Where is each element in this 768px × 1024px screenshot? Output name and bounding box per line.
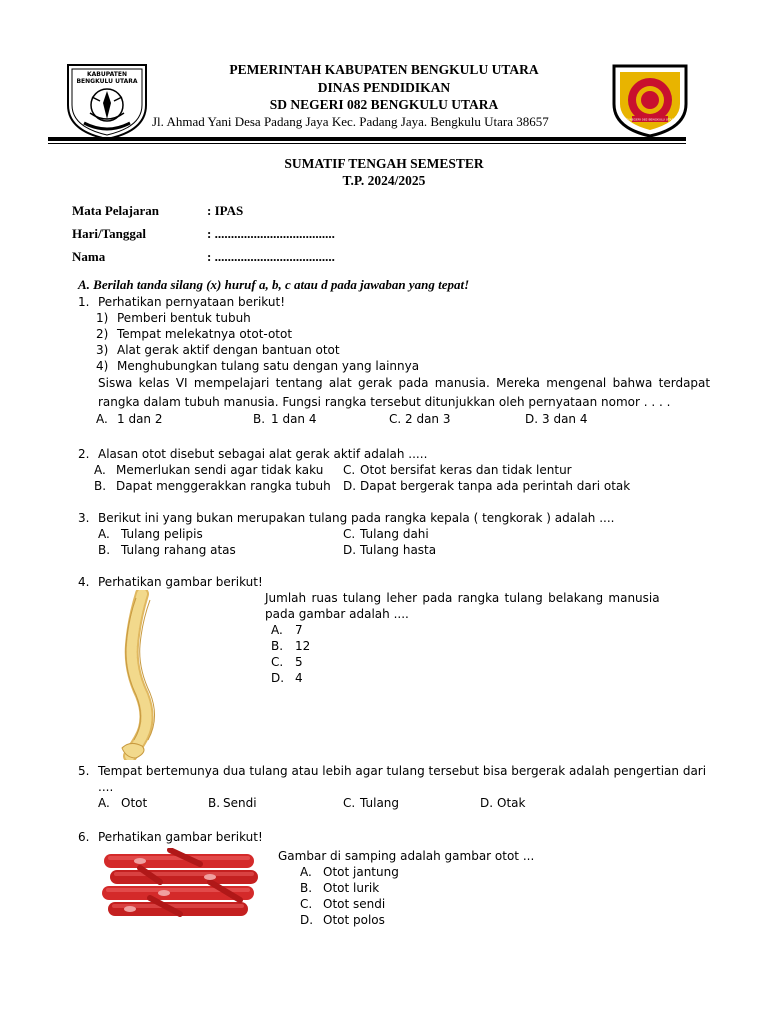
exam-title: SUMATIF TENGAH SEMESTER — [284, 156, 484, 171]
name-field[interactable]: : ..................................... — [207, 249, 335, 264]
option-text[interactable]: Memerlukan sendi agar tidak kaku — [116, 463, 324, 477]
option-text[interactable]: Otot jantung — [323, 865, 399, 879]
subject-label: Mata Pelajaran — [72, 203, 160, 218]
question-description: Gambar di samping adalah gambar otot ... — [278, 849, 535, 863]
option-letter[interactable]: A. — [96, 412, 108, 426]
list-item-number: 2) — [96, 327, 109, 341]
svg-text:KABUPATEN: KABUPATEN — [87, 71, 127, 78]
question-text: Perhatikan gambar berikut! — [98, 575, 263, 589]
option-text[interactable]: Dapat bergerak tanpa ada perintah dari otak — [360, 479, 631, 493]
exam-year: T.P. 2024/2025 — [342, 173, 426, 188]
option-text[interactable]: Otot bersifat keras dan tidak lentur — [360, 463, 572, 477]
subject-value: : IPAS — [207, 203, 244, 218]
question-number: 4. — [78, 575, 90, 589]
option-text[interactable]: Tulang pelipis — [121, 527, 203, 541]
option-letter[interactable]: C. — [271, 655, 284, 669]
option-letter[interactable]: B. — [94, 479, 107, 493]
option-letter[interactable]: B. — [300, 881, 313, 895]
option-text[interactable]: Tulang — [360, 796, 400, 810]
question-number: 5. — [78, 764, 90, 778]
option-text[interactable]: 1 dan 4 — [271, 412, 317, 426]
option-text[interactable]: Otak — [497, 796, 526, 810]
question-number: 3. — [78, 511, 90, 525]
option-letter[interactable]: B. — [98, 543, 111, 557]
question-paragraph: rangka dalam tubuh manusia. Fungsi rangka tersebut ditunjukkan oleh pernyataan nomor . . . . — [98, 395, 671, 409]
option-text[interactable]: 1 dan 2 — [117, 412, 163, 426]
muscle-illustration — [100, 848, 260, 924]
option-text[interactable]: Otot lurik — [323, 881, 380, 895]
option-text[interactable]: Dapat menggerakkan rangka tubuh — [116, 479, 331, 493]
option-letter[interactable]: A. — [98, 796, 110, 810]
option-letter[interactable]: D. — [343, 479, 357, 493]
option-letter[interactable]: D. — [525, 412, 539, 426]
list-item-number: 4) — [96, 359, 109, 373]
option-letter[interactable]: D. — [480, 796, 494, 810]
question-number: 1. — [78, 295, 90, 309]
option-letter[interactable]: C. — [343, 527, 356, 541]
name-label: Nama — [72, 249, 106, 264]
option-text[interactable]: Tulang hasta — [360, 543, 437, 557]
option-letter[interactable]: C. — [343, 463, 356, 477]
question-text: Berikut ini yang bukan merupakan tulang pada rangka kepala ( tengkorak ) adalah .... — [98, 511, 615, 525]
option-text[interactable]: 3 dan 4 — [542, 412, 588, 426]
svg-text:SD NEGERI 082 BENGKULU UTARA: SD NEGERI 082 BENGKULU UTARA — [624, 117, 676, 122]
date-field[interactable]: : ..................................... — [207, 226, 335, 241]
option-text[interactable]: 7 — [295, 623, 303, 637]
option-letter[interactable]: A. — [271, 623, 283, 637]
question-paragraph: Siswa kelas VI mempelajari tentang alat gerak pada manusia. Mereka mengenal bahwa terdapat — [98, 376, 711, 390]
option-text[interactable]: Otot — [121, 796, 148, 810]
option-text[interactable]: Sendi — [223, 796, 257, 810]
list-item-number: 3) — [96, 343, 109, 357]
header-divider-thin — [48, 143, 686, 144]
list-item: Pemberi bentuk tubuh — [117, 311, 251, 325]
list-item: Tempat melekatnya otot-otot — [117, 327, 293, 341]
option-letter[interactable]: C. — [343, 796, 356, 810]
header-address: Jl. Ahmad Yani Desa Padang Jaya Kec. Padang Jaya. Bengkulu Utara 38657 — [152, 114, 549, 129]
option-letter[interactable]: D. — [343, 543, 357, 557]
question-number: 2. — [78, 447, 90, 461]
option-text[interactable]: 4 — [295, 671, 303, 685]
option-letter[interactable]: A. — [98, 527, 110, 541]
date-label: Hari/Tanggal — [72, 226, 146, 241]
question-text: Alasan otot disebut sebagai alat gerak aktif adalah ..... — [98, 447, 428, 461]
option-text[interactable]: 12 — [295, 639, 311, 653]
option-letter[interactable]: B. — [253, 412, 266, 426]
question-description: pada gambar adalah .... — [265, 607, 409, 621]
header-government-line: PEMERINTAH KABUPATEN BENGKULU UTARA — [229, 62, 539, 77]
option-text[interactable]: Otot polos — [323, 913, 385, 927]
option-text[interactable]: Otot sendi — [323, 897, 386, 911]
question-text: Perhatikan gambar berikut! — [98, 830, 263, 844]
question-text: Perhatikan pernyataan berikut! — [98, 295, 286, 309]
header-department-line: DINAS PENDIDIKAN — [317, 80, 451, 95]
question-description: Jumlah ruas tulang leher pada rangka tulang belakang manusia — [265, 591, 660, 605]
option-text[interactable]: Tulang dahi — [360, 527, 429, 541]
option-letter[interactable]: C. — [300, 897, 313, 911]
question-text: Tempat bertemunya dua tulang atau lebih agar tulang tersebut bisa bergerak adalah pengertian dari — [98, 764, 707, 778]
header-school-name: SD NEGERI 082 BENGKULU UTARA — [269, 97, 499, 112]
option-letter[interactable]: D. — [271, 671, 285, 685]
option-text[interactable]: 5 — [295, 655, 303, 669]
option-letter[interactable]: A. — [94, 463, 106, 477]
svg-text:BENGKULU UTARA: BENGKULU UTARA — [76, 78, 138, 85]
option-text[interactable]: Tulang rahang atas — [121, 543, 236, 557]
header-divider — [48, 137, 686, 141]
option-letter[interactable]: D. — [300, 913, 314, 927]
list-item-number: 1) — [96, 311, 109, 325]
question-number: 6. — [78, 830, 90, 844]
section-a-instruction: A. Berilah tanda silang (x) huruf a, b, c atau d pada jawaban yang tepat! — [78, 277, 470, 292]
spine-illustration — [112, 590, 162, 760]
list-item: Menghubungkan tulang satu dengan yang lainnya — [117, 359, 420, 373]
option-letter[interactable]: B. — [208, 796, 221, 810]
option-letter[interactable]: B. — [271, 639, 284, 653]
option-letter[interactable]: A. — [300, 865, 312, 879]
option-letter[interactable]: C. — [389, 412, 402, 426]
question-text-continued: .... — [98, 780, 114, 794]
list-item: Alat gerak aktif dengan bantuan otot — [117, 343, 340, 357]
option-text[interactable]: 2 dan 3 — [405, 412, 451, 426]
